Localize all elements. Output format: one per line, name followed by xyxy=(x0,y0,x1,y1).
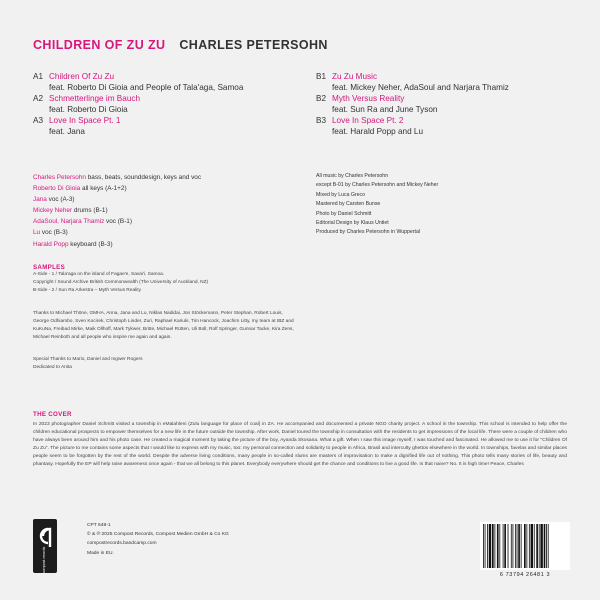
track-feat: feat. Jana xyxy=(49,126,85,136)
side-a-tracklist xyxy=(33,72,243,138)
barcode-bar xyxy=(531,524,533,568)
barcode-bar xyxy=(517,524,518,568)
barcode xyxy=(480,522,570,570)
artist-name: CHARLES PETERSOHN xyxy=(179,38,328,52)
barcode-bar xyxy=(539,524,540,568)
production-line: Produced by Charles Petersohn in Wuppertal xyxy=(316,229,421,236)
track-title: Love In Space Pt. 1 xyxy=(49,116,121,125)
production-line: Mixed by Luca Greco xyxy=(316,191,366,198)
track-b3: B3 Love In Space Pt. 2 feat. Harald Popp and Lu xyxy=(316,116,509,137)
barcode-bar xyxy=(534,524,535,568)
production-line: Mastered by Carsten Bunse xyxy=(316,201,381,208)
credit-line: Mickey Neher drums (B-1) xyxy=(33,207,108,215)
website-line: compostrecords.bandcamp.com xyxy=(87,541,157,547)
barcode-bar xyxy=(540,524,542,568)
compost-logo xyxy=(33,519,57,573)
production-credits xyxy=(316,172,438,238)
barcode-bar xyxy=(529,524,530,568)
barcode-bar xyxy=(497,524,499,568)
credit-line: AdaSoul, Narjara Thamiz voc (B-1) xyxy=(33,218,132,226)
barcode-bar xyxy=(504,524,506,568)
track-title: Schmetterlinge im Bauch xyxy=(49,94,141,103)
barcode-bar xyxy=(526,524,527,568)
catalog-number: CPT 648-1 xyxy=(87,523,111,528)
sample-line: Copyright / Sound Archive British Commonwealth (The University of Auckland, NZ) xyxy=(33,280,209,286)
credit-line: Lu voc (B-3) xyxy=(33,229,68,237)
barcode-bar xyxy=(487,524,488,568)
special-thanks: Special Thanks to Mario, Daniel and Ingwer Rogers Dedicated to Anita xyxy=(33,357,143,371)
barcode-bar xyxy=(511,524,512,568)
compost-logo-icon xyxy=(33,519,57,573)
barcode-bar xyxy=(524,524,526,568)
side-b-tracklist xyxy=(316,72,509,138)
production-line: Editorial Design by Klaus Untiet xyxy=(316,220,389,227)
track-b2: B2 Myth Versus Reality feat. Sun Ra and June Tyson xyxy=(316,94,509,115)
track-a1: A1 Children Of Zu Zu feat. Roberto Di Gioia and People of Tala'aga, Samoa xyxy=(33,72,244,92)
barcode-bar xyxy=(508,524,509,568)
track-title: Zu Zu Music xyxy=(332,72,378,81)
barcode-bar xyxy=(499,524,500,568)
barcode-bar xyxy=(515,524,516,568)
samples-section xyxy=(33,264,208,295)
barcode-bar xyxy=(485,524,486,568)
cover-heading: THE COVER xyxy=(33,411,72,418)
barcode-bar xyxy=(518,524,520,568)
track-title: Children Of Zu Zu xyxy=(49,72,115,81)
sample-line: B-Side - 2 / Sun Ra Arkestra – Myth Versus Reality xyxy=(33,288,141,294)
track-a3: A3 Love In Space Pt. 1 feat. Jana xyxy=(33,116,243,137)
barcode-bar xyxy=(521,524,522,568)
barcode-bar xyxy=(492,524,494,568)
album-title: CHILDREN OF ZU ZU xyxy=(33,38,166,52)
barcode-bar xyxy=(544,524,546,568)
barcode-bar xyxy=(513,524,514,568)
credit-line: Roberto Di Gioia all keys (A-1+2) xyxy=(33,185,127,193)
musician-credits xyxy=(33,172,201,250)
track-feat: feat. Harald Popp and Lu xyxy=(332,126,424,136)
barcode-number: 6 73794 26481 3 xyxy=(499,572,551,578)
made-in-line: Made in EU. xyxy=(87,550,114,556)
barcode-bar xyxy=(548,524,549,568)
barcode-bar xyxy=(489,524,491,568)
credit-line: Charles Petersohn bass, beats, sounddesign, keys and voc xyxy=(33,174,202,181)
barcode-bar xyxy=(503,524,504,568)
track-feat: feat. Roberto Di Gioia and People of Tala'aga, Samoa xyxy=(49,82,244,92)
track-title: Myth Versus Reality xyxy=(332,94,405,103)
barcode-bar xyxy=(483,524,484,568)
barcode-bar xyxy=(494,524,495,568)
track-a2: A2 Schmetterlinge im Bauch feat. Roberto Di Gioia xyxy=(33,94,243,115)
production-line: Photo by Daniel Schmitt xyxy=(316,210,372,217)
sample-line: A-Side - 1 / Tala'aga on the island of Fagae'e, Savai'i, Samoa. xyxy=(33,272,165,277)
credit-line: Jana voc (A-3) xyxy=(33,196,75,204)
track-feat: feat. Mickey Neher, AdaSoul and Narjara Thamiz xyxy=(332,82,509,92)
track-feat: feat. Roberto Di Gioia xyxy=(49,104,128,114)
credit-line: Harald Popp keyboard (B-3) xyxy=(33,240,113,248)
cover-paragraph: In 2023 photographer Daniel Schmitt visited a township in eMalahleni (Zulu language for place of coal) in ZA. He accompanied and documented a private NGO charity project. A school in the township. This school is intended to help offer the children educational prospects to empower themselves for a new life in the future outside the township. After work, Daniel toured the township in consultation with the residents to get impressions of the local life. There were a couple of children who have always been around him and his photo case. He created a magical moment by taking the picture of the boy, Ayanda Skosana. What a gift. When I saw this image myself, I was touched and fascinated. He allowed me to use it for "Children Of Zu Zu". The picture to me contains some aspects that I would like to express with my music, too: my personal connection and solidarity to people in Africa, Brasil and interculty ghettos elsewhere in the world. In townships, favelas and similar places people seem to be forgotten by the rest of the world. Despite the adverse living conditions, many people in so-called slums are masters of improvisation to make a dignified life out of nothing. This photo tells many stories of life, beauty and phantasy. Hopefully the EP will help raise awareness once again - that we all belong to this planet. Everybody everywhere should get the chance and conditions to live a good life. Is that naive? No. It is high time! Peace, Charles xyxy=(33,422,567,468)
track-feat: feat. Sun Ra and June Tyson xyxy=(332,104,438,114)
production-line: All music by Charles Petersohn xyxy=(316,173,389,179)
samples-heading: SAMPLES xyxy=(33,264,66,271)
barcode-graphic xyxy=(480,522,570,570)
track-title: Love In Space Pt. 2 xyxy=(332,116,404,125)
thanks-paragraph: Thanks to Michael Thöne, GMHA, Anna, Jana and Lu, Niklas Nadidai, Jon Stöckemann, Peter Stephan, Robert Louis, George Odhiambo, Sven Kocirek, Christoph Linder, Zuri, Raphael Kariuki, Tim Hancock, Joachim Litty, my team at IBZ and KuKuNa, Freibad Mirke, Maik Ollhoff, Mark Tykwer, Britte, Michael Rütten, Uli Boll, Rolf Springer, Gunnar Tacke, Kira Zens, Michael Reinboth and all people who inspire me again and again. xyxy=(33,311,294,341)
production-line: except B-01 by Charles Petersohn and Mickey Neher xyxy=(316,182,439,189)
logo-text: compost records xyxy=(42,546,46,573)
barcode-bar xyxy=(536,524,538,568)
track-b1: B1 Zu Zu Music feat. Mickey Neher, AdaSoul and Narjara Thamiz xyxy=(316,72,509,92)
barcode-bar xyxy=(546,524,547,568)
copyright-line: © & ℗ 2025 Compost Records, Compost Medien GmbH & Co KG xyxy=(87,532,229,538)
title-row xyxy=(33,38,328,52)
label-footer xyxy=(87,521,229,558)
